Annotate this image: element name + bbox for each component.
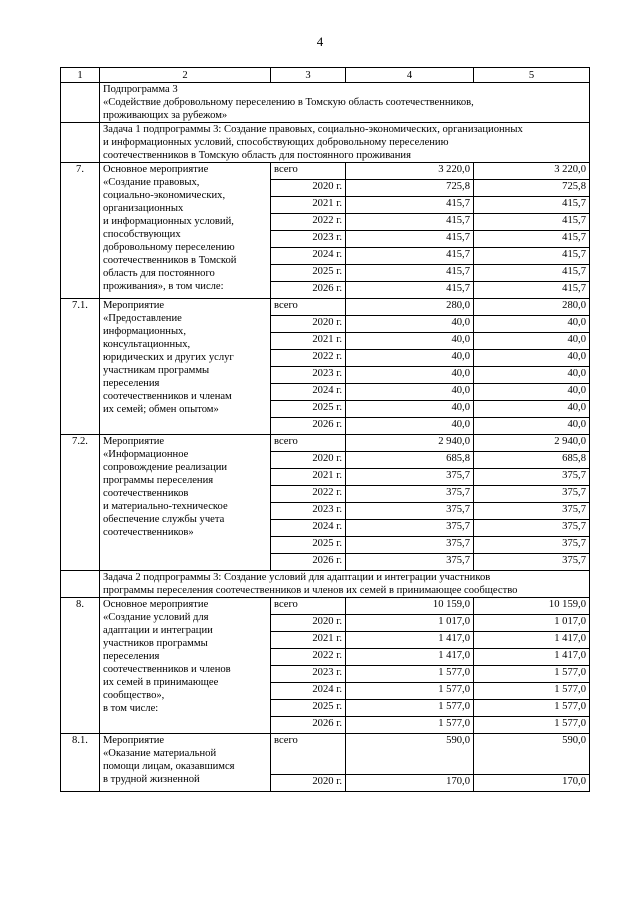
amount-col4: 375,7 [346, 537, 474, 554]
description-line: консультационных, [103, 339, 191, 350]
year-cell: 2023 г. [271, 503, 346, 520]
amount-col4: 415,7 [346, 265, 474, 282]
year-cell: 2021 г. [271, 469, 346, 486]
header-cell: 5 [474, 68, 590, 83]
amount-col5: 415,7 [474, 265, 590, 282]
description-line: проживания», в том числе: [103, 281, 224, 292]
amount-col5: 40,0 [474, 316, 590, 333]
amount-col4: 280,0 [346, 299, 474, 316]
activity-description [100, 598, 271, 734]
description-line: адаптации и интеграции [103, 625, 213, 636]
amount-col4: 415,7 [346, 197, 474, 214]
description-line: помощи лицам, оказавшимся [103, 761, 235, 772]
task-row [61, 571, 590, 598]
amount-col4: 40,0 [346, 316, 474, 333]
amount-col5: 40,0 [474, 350, 590, 367]
year-cell: 2026 г. [271, 554, 346, 571]
description-line: соотечественников [103, 488, 189, 499]
amount-col5: 685,8 [474, 452, 590, 469]
description-line: Основное мероприятие [103, 599, 209, 610]
description-line: и материально-техническое [103, 501, 228, 512]
empty-num-cell [61, 83, 100, 123]
description-line: сопровождение реализации [103, 462, 228, 473]
description-line: Мероприятие [103, 436, 165, 447]
year-cell: всего [271, 734, 346, 775]
description-line: соотечественников и членам [103, 391, 232, 402]
year-cell: 2020 г. [271, 775, 346, 792]
table-row [61, 299, 590, 316]
description-line: «Оказание материальной [103, 748, 217, 759]
amount-col4: 1 417,0 [346, 632, 474, 649]
amount-col5: 725,8 [474, 180, 590, 197]
amount-col5: 375,7 [474, 520, 590, 537]
amount-col5: 40,0 [474, 367, 590, 384]
year-cell: всего [271, 299, 346, 316]
description-line: добровольному переселению [103, 242, 235, 253]
description-line: соотечественников» [103, 527, 194, 538]
header-cell: 2 [100, 68, 271, 83]
amount-col4: 1 577,0 [346, 683, 474, 700]
subprogram-title [100, 83, 590, 123]
description-line: и информационных условий, [103, 216, 234, 227]
task-1-text [100, 123, 590, 163]
amount-col4: 415,7 [346, 248, 474, 265]
amount-col4: 3 220,0 [346, 163, 474, 180]
item-number: 8.1. [61, 734, 100, 792]
amount-col4: 40,0 [346, 418, 474, 435]
amount-col4: 725,8 [346, 180, 474, 197]
year-cell: всего [271, 598, 346, 615]
description-line: информационных, [103, 326, 187, 337]
year-cell: 2026 г. [271, 717, 346, 734]
task-line: Задача 2 подпрограммы 3: Создание условий для адаптации и интеграции участников [103, 572, 491, 583]
amount-col5: 40,0 [474, 384, 590, 401]
amount-col5: 1 017,0 [474, 615, 590, 632]
year-cell: 2024 г. [271, 384, 346, 401]
amount-col4: 40,0 [346, 384, 474, 401]
year-cell: 2021 г. [271, 632, 346, 649]
amount-col5: 1 577,0 [474, 666, 590, 683]
amount-col5: 1 417,0 [474, 632, 590, 649]
amount-col4: 40,0 [346, 333, 474, 350]
amount-col5: 1 577,0 [474, 683, 590, 700]
year-cell: 2021 г. [271, 333, 346, 350]
year-cell: 2024 г. [271, 520, 346, 537]
year-cell: 2025 г. [271, 265, 346, 282]
amount-col4: 375,7 [346, 554, 474, 571]
subprogram-title-line: Подпрограмма 3 [103, 84, 178, 95]
header-cell: 3 [271, 68, 346, 83]
amount-col5: 415,7 [474, 248, 590, 265]
year-cell: 2026 г. [271, 282, 346, 299]
item-number: 8. [61, 598, 100, 734]
amount-col5: 1 417,0 [474, 649, 590, 666]
description-line: юридических и других услуг [103, 352, 234, 363]
description-line: их семей; обмен опытом» [103, 404, 219, 415]
amount-col5: 375,7 [474, 554, 590, 571]
amount-col4: 170,0 [346, 775, 474, 792]
year-cell: всего [271, 435, 346, 452]
year-cell: 2022 г. [271, 214, 346, 231]
empty-num-cell [61, 571, 100, 598]
year-cell: 2022 г. [271, 486, 346, 503]
description-line: участникам программы [103, 365, 210, 376]
year-cell: 2020 г. [271, 615, 346, 632]
year-cell: 2020 г. [271, 452, 346, 469]
amount-col4: 590,0 [346, 734, 474, 775]
item-number: 7.2. [61, 435, 100, 571]
empty-num-cell [61, 123, 100, 163]
task-line: программы переселения соотечественников и членов их семей в принимающее сообщество [103, 585, 518, 596]
amount-col5: 1 577,0 [474, 700, 590, 717]
amount-col5: 40,0 [474, 401, 590, 418]
amount-col4: 10 159,0 [346, 598, 474, 615]
page-number: 4 [316, 34, 324, 49]
year-cell: 2023 г. [271, 666, 346, 683]
description-line: организационных [103, 203, 184, 214]
amount-col5: 375,7 [474, 486, 590, 503]
amount-col5: 590,0 [474, 734, 590, 775]
description-line: «Создание условий для [103, 612, 209, 623]
table-row [61, 163, 590, 180]
description-line: область для постоянного [103, 268, 215, 279]
description-line: их семей в принимающее [103, 677, 219, 688]
amount-col4: 415,7 [346, 231, 474, 248]
amount-col5: 415,7 [474, 197, 590, 214]
amount-col5: 40,0 [474, 333, 590, 350]
amount-col4: 415,7 [346, 282, 474, 299]
amount-col5: 375,7 [474, 503, 590, 520]
table-row [61, 598, 590, 615]
year-cell: 2020 г. [271, 180, 346, 197]
description-line: переселения [103, 651, 160, 662]
description-line: Мероприятие [103, 300, 165, 311]
amount-col5: 415,7 [474, 282, 590, 299]
amount-col5: 3 220,0 [474, 163, 590, 180]
amount-col4: 415,7 [346, 214, 474, 231]
amount-col4: 375,7 [346, 503, 474, 520]
amount-col4: 40,0 [346, 350, 474, 367]
amount-col4: 375,7 [346, 486, 474, 503]
subprogram-row [61, 83, 590, 123]
description-line: «Предоставление [103, 313, 182, 324]
description-line: программы переселения [103, 475, 214, 486]
amount-col5: 415,7 [474, 214, 590, 231]
task-2-text [100, 571, 590, 598]
amount-col4: 1 577,0 [346, 700, 474, 717]
year-cell: 2024 г. [271, 683, 346, 700]
description-line: сообщество», [103, 690, 165, 701]
description-line: «Создание правовых, [103, 177, 200, 188]
task-line: и информационных условий, способствующих добровольному переселению [103, 137, 449, 148]
amount-col5: 415,7 [474, 231, 590, 248]
year-cell: 2022 г. [271, 350, 346, 367]
header-row [61, 68, 590, 83]
task-line: соотечественников в Томскую область для постоянного проживания [103, 150, 411, 161]
year-cell: 2020 г. [271, 316, 346, 333]
amount-col4: 1 577,0 [346, 666, 474, 683]
header-cell: 1 [61, 68, 100, 83]
subprogram-title-line: проживающих за рубежом» [103, 110, 228, 121]
amount-col5: 280,0 [474, 299, 590, 316]
year-cell: 2023 г. [271, 231, 346, 248]
description-line: участников программы [103, 638, 208, 649]
year-cell: 2025 г. [271, 537, 346, 554]
amount-col5: 10 159,0 [474, 598, 590, 615]
year-cell: 2025 г. [271, 401, 346, 418]
amount-col4: 1 417,0 [346, 649, 474, 666]
amount-col5: 2 940,0 [474, 435, 590, 452]
year-cell: 2026 г. [271, 418, 346, 435]
description-line: обеспечение службы учета [103, 514, 225, 525]
description-line: переселения [103, 378, 160, 389]
year-cell: 2022 г. [271, 649, 346, 666]
item-number: 7.1. [61, 299, 100, 435]
header-cell: 4 [346, 68, 474, 83]
description-line: соотечественников и членов [103, 664, 231, 675]
description-line: соотечественников в Томской [103, 255, 237, 266]
description-line: «Информационное [103, 449, 189, 460]
table-row [61, 435, 590, 452]
item-number: 7. [61, 163, 100, 299]
description-line: Мероприятие [103, 735, 165, 746]
amount-col4: 685,8 [346, 452, 474, 469]
amount-col5: 375,7 [474, 469, 590, 486]
amount-col5: 375,7 [474, 537, 590, 554]
year-cell: 2025 г. [271, 700, 346, 717]
activity-description [100, 435, 271, 571]
description-line: Основное мероприятие [103, 164, 209, 175]
amount-col4: 375,7 [346, 469, 474, 486]
subprogram-title-line: «Содействие добровольному переселению в Томскую область соотечественников, [103, 97, 474, 108]
year-cell: всего [271, 163, 346, 180]
activity-description [100, 163, 271, 299]
activity-description [100, 734, 271, 792]
amount-col4: 40,0 [346, 401, 474, 418]
year-cell: 2023 г. [271, 367, 346, 384]
table-row [61, 734, 590, 775]
task-line: Задача 1 подпрограммы 3: Создание правовых, социально-экономических, организационных [103, 124, 523, 135]
description-line: способствующих [103, 229, 181, 240]
amount-col4: 375,7 [346, 520, 474, 537]
task-row [61, 123, 590, 163]
amount-col5: 1 577,0 [474, 717, 590, 734]
amount-col4: 1 577,0 [346, 717, 474, 734]
description-line: в том числе: [103, 703, 159, 714]
year-cell: 2021 г. [271, 197, 346, 214]
activity-description [100, 299, 271, 435]
amount-col4: 2 940,0 [346, 435, 474, 452]
amount-col5: 40,0 [474, 418, 590, 435]
amount-col4: 40,0 [346, 367, 474, 384]
description-line: социально-экономических, [103, 190, 226, 201]
year-cell: 2024 г. [271, 248, 346, 265]
budget-table [60, 67, 590, 792]
amount-col4: 1 017,0 [346, 615, 474, 632]
amount-col5: 170,0 [474, 775, 590, 792]
description-line: в трудной жизненной [103, 774, 200, 785]
